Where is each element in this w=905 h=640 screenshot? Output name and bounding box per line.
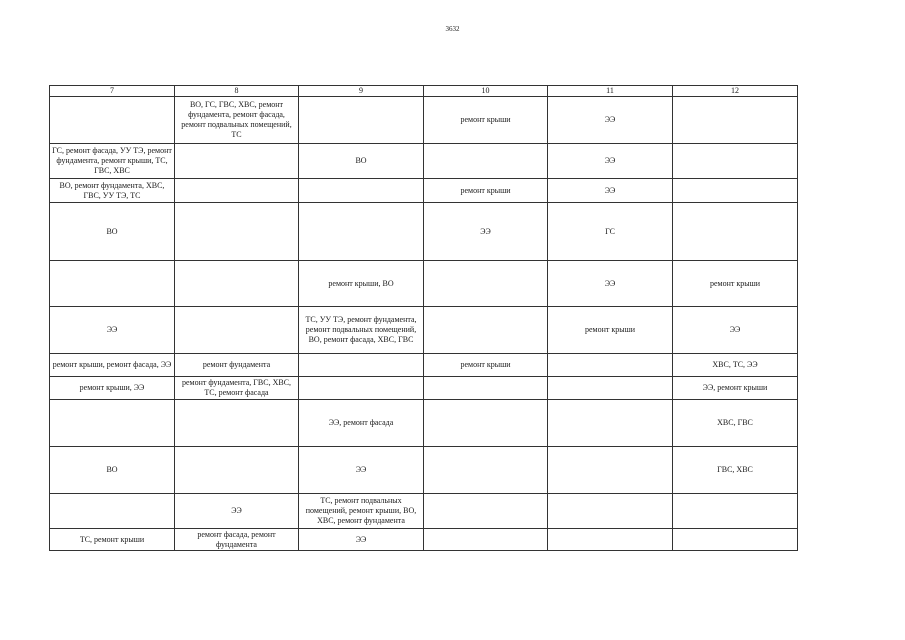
table-cell bbox=[548, 354, 673, 377]
column-header: 10 bbox=[424, 86, 548, 97]
table-cell: ремонт крыши, ЭЭ bbox=[50, 377, 175, 400]
table-cell bbox=[424, 377, 548, 400]
table-cell: ТС, ремонт крыши bbox=[50, 529, 175, 551]
table-cell bbox=[299, 203, 424, 261]
table-cell: ВО bbox=[50, 203, 175, 261]
column-header: 12 bbox=[673, 86, 798, 97]
table-cell: ремонт фундамента bbox=[175, 354, 299, 377]
table-cell: ВО bbox=[50, 447, 175, 494]
table-cell bbox=[424, 261, 548, 307]
column-header: 11 bbox=[548, 86, 673, 97]
table-cell bbox=[50, 494, 175, 529]
table-cell: ЭЭ bbox=[175, 494, 299, 529]
table-cell bbox=[175, 144, 299, 179]
table-row bbox=[50, 144, 798, 179]
table-cell: ЭЭ bbox=[548, 97, 673, 144]
table-cell: ремонт крыши bbox=[424, 179, 548, 203]
table-cell: ремонт фасада, ремонт фундамента bbox=[175, 529, 299, 551]
table-cell: ЭЭ bbox=[548, 179, 673, 203]
table-row bbox=[50, 447, 798, 494]
table-cell: ЭЭ, ремонт фасада bbox=[299, 400, 424, 447]
table-cell: ЭЭ bbox=[299, 447, 424, 494]
table-cell bbox=[299, 354, 424, 377]
page-number: 3632 bbox=[445, 25, 460, 33]
table-row bbox=[50, 529, 798, 551]
table-cell: ХВС, ТС, ЭЭ bbox=[673, 354, 798, 377]
column-header: 9 bbox=[299, 86, 424, 97]
table-cell bbox=[424, 144, 548, 179]
column-header: 8 bbox=[175, 86, 299, 97]
table-row bbox=[50, 97, 798, 144]
table-cell: ЭЭ bbox=[548, 261, 673, 307]
table-row bbox=[50, 400, 798, 447]
table-cell bbox=[673, 144, 798, 179]
table-cell: ТС, ремонт подвальных помещений, ремонт крыши, ВО, ХВС, ремонт фундамента bbox=[299, 494, 424, 529]
table-cell: ремонт крыши bbox=[424, 97, 548, 144]
table-cell bbox=[50, 261, 175, 307]
table-cell bbox=[673, 494, 798, 529]
table-cell: ремонт крыши bbox=[548, 307, 673, 354]
table-cell: ГС bbox=[548, 203, 673, 261]
table-cell: ЭЭ, ремонт крыши bbox=[673, 377, 798, 400]
table-cell: ЭЭ bbox=[50, 307, 175, 354]
table-cell bbox=[424, 529, 548, 551]
table-cell: ремонт крыши, ВО bbox=[299, 261, 424, 307]
table-row bbox=[50, 354, 798, 377]
table-cell bbox=[424, 494, 548, 529]
table-cell bbox=[299, 179, 424, 203]
table-cell bbox=[175, 400, 299, 447]
table-cell: ТС, УУ ТЭ, ремонт фундамента, ремонт подвальных помещений, ВО, ремонт фасада, ХВС, ГВС bbox=[299, 307, 424, 354]
table-cell bbox=[175, 203, 299, 261]
table-cell: ремонт крыши, ремонт фасада, ЭЭ bbox=[50, 354, 175, 377]
table-cell bbox=[673, 97, 798, 144]
data-table bbox=[49, 85, 798, 551]
table-cell bbox=[175, 261, 299, 307]
table-cell: ВО bbox=[299, 144, 424, 179]
table-cell bbox=[548, 529, 673, 551]
table-cell: ВО, ремонт фундамента, ХВС, ГВС, УУ ТЭ, ТС bbox=[50, 179, 175, 203]
table-cell bbox=[50, 97, 175, 144]
table-cell bbox=[673, 179, 798, 203]
table-cell bbox=[673, 529, 798, 551]
table-cell: ГВС, ХВС bbox=[673, 447, 798, 494]
table-cell bbox=[50, 400, 175, 447]
table-cell: ремонт крыши bbox=[673, 261, 798, 307]
table-row bbox=[50, 261, 798, 307]
table-cell: ремонт крыши bbox=[424, 354, 548, 377]
column-header: 7 bbox=[50, 86, 175, 97]
table-cell: ЭЭ bbox=[673, 307, 798, 354]
table-cell bbox=[424, 400, 548, 447]
table-cell bbox=[548, 494, 673, 529]
table-cell bbox=[175, 179, 299, 203]
table-cell bbox=[548, 447, 673, 494]
table-cell bbox=[673, 203, 798, 261]
table-row bbox=[50, 179, 798, 203]
table-cell: ГС, ремонт фасада, УУ ТЭ, ремонт фундамента, ремонт крыши, ТС, ГВС, ХВС bbox=[50, 144, 175, 179]
header-row bbox=[50, 86, 798, 97]
table-cell bbox=[548, 377, 673, 400]
table-cell bbox=[299, 97, 424, 144]
table-row bbox=[50, 494, 798, 529]
table-cell: ЭЭ bbox=[548, 144, 673, 179]
table-cell bbox=[424, 447, 548, 494]
table-cell bbox=[424, 307, 548, 354]
table-cell bbox=[548, 400, 673, 447]
table-cell: ЭЭ bbox=[299, 529, 424, 551]
table-cell bbox=[175, 307, 299, 354]
table-row bbox=[50, 377, 798, 400]
table-cell: ХВС, ГВС bbox=[673, 400, 798, 447]
table-cell: ремонт фундамента, ГВС, ХВС, ТС, ремонт фасада bbox=[175, 377, 299, 400]
table-cell bbox=[175, 447, 299, 494]
table-row bbox=[50, 307, 798, 354]
table-row bbox=[50, 203, 798, 261]
table-cell bbox=[299, 377, 424, 400]
table-cell: ВО, ГС, ГВС, ХВС, ремонт фундамента, ремонт фасада, ремонт подвальных помещений, ТС bbox=[175, 97, 299, 144]
table-cell: ЭЭ bbox=[424, 203, 548, 261]
